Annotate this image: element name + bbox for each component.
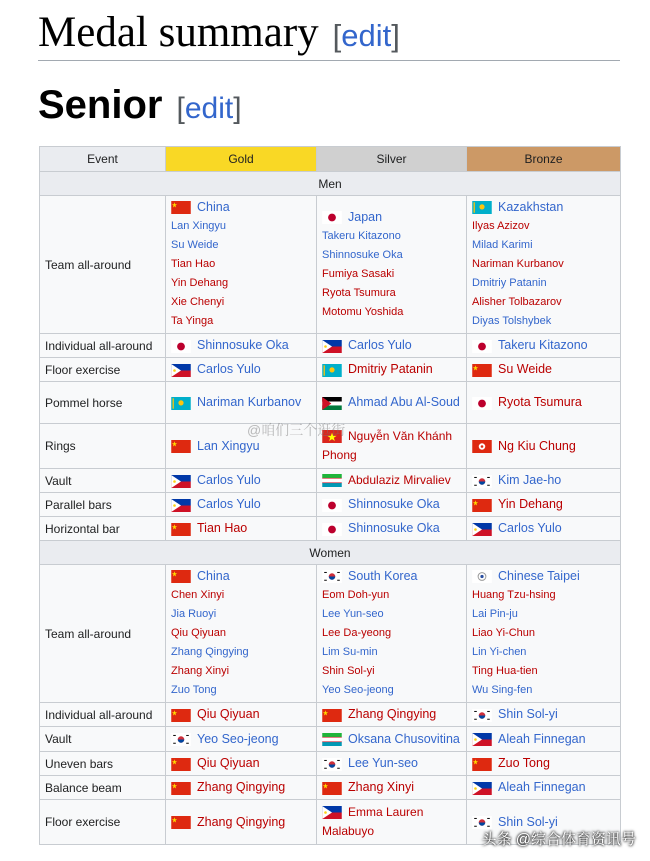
team-member-link[interactable]: Su Weide (171, 239, 219, 251)
silver-team-cell (317, 565, 467, 703)
silver-medalist-link[interactable]: Zhang Qingying (348, 707, 437, 722)
gold-medalist-link[interactable]: Qiu Qiyuan (197, 707, 260, 722)
team-member-link[interactable]: Ting Hua-tien (472, 665, 538, 677)
flag-philippines-icon (171, 499, 191, 512)
team-member-link[interactable]: Lee Da-yeong (322, 627, 392, 639)
flag-kazakhstan-icon (472, 201, 492, 214)
team-member-link[interactable]: Chen Xinyi (171, 589, 225, 601)
flag-china-icon (322, 782, 342, 795)
medal-summary-heading (38, 6, 620, 61)
event-name: Vault (40, 469, 166, 493)
bronze-country-link[interactable]: Chinese Taipei (498, 569, 580, 583)
team-member-link[interactable]: Qiu Qiyuan (171, 627, 227, 639)
bronze-medalist-link[interactable]: Su Weide (498, 362, 552, 377)
bronze-medalist-cell (467, 424, 621, 469)
gold-medalist-cell (166, 517, 317, 541)
flag-philippines-icon (171, 364, 191, 377)
gold-medalist-cell (166, 469, 317, 493)
silver-medalist-link[interactable]: Carlos Yulo (348, 338, 412, 353)
team-member-link[interactable]: Yin Dehang (171, 277, 229, 289)
silver-medalist-cell (317, 493, 467, 517)
senior-heading (38, 80, 242, 130)
event-name: Horizontal bar (40, 517, 166, 541)
flag-japan-icon (472, 340, 492, 353)
flag-japan-icon (472, 397, 492, 410)
bronze-medalist-link[interactable]: Aleah Finnegan (498, 780, 586, 795)
bronze-medalist-cell (467, 703, 621, 727)
team-member-link[interactable]: Dmitriy Patanin (472, 277, 547, 289)
team-member-link[interactable]: Lai Pin-ju (472, 608, 518, 620)
silver-medalist-link[interactable]: Shinnosuke Oka (348, 521, 440, 536)
silver-medalist-cell (317, 703, 467, 727)
women-section-header: Women (40, 541, 621, 565)
event-name: Floor exercise (40, 800, 166, 845)
silver-medalist-cell (317, 727, 467, 752)
event-name: Individual all-around (40, 334, 166, 358)
team-member-link[interactable]: Nariman Kurbanov (472, 258, 564, 270)
team-member-link[interactable]: Jia Ruoyi (171, 608, 217, 620)
event-name: Rings (40, 424, 166, 469)
header-bronze: Bronze (467, 147, 621, 172)
gold-medalist-cell (166, 493, 317, 517)
silver-medalist-cell (317, 517, 467, 541)
flag-china-icon (171, 709, 191, 722)
team-member-link[interactable]: Yeo Seo-jeong (322, 684, 394, 696)
gold-medalist-link[interactable]: Carlos Yulo (197, 362, 261, 377)
gold-medalist-link[interactable]: Nariman Kurbanov (197, 395, 302, 410)
team-member-link[interactable]: Ilyas Azizov (472, 220, 530, 232)
flag-philippines-icon (472, 782, 492, 795)
flag-china-icon (472, 499, 492, 512)
team-member-link[interactable]: Eom Doh-yun (322, 589, 390, 601)
bronze-medalist-cell (467, 493, 621, 517)
flag-philippines-icon (472, 523, 492, 536)
bronze-team-cell (467, 196, 621, 334)
flag-china-icon (171, 523, 191, 536)
silver-medalist-link[interactable]: Ahmad Abu Al-Soud (348, 395, 460, 410)
team-member-link[interactable]: Zuo Tong (171, 684, 217, 696)
silver-team-cell (317, 196, 467, 334)
flag-philippines-icon (322, 806, 342, 819)
flag-china-icon (171, 201, 191, 214)
gold-medalist-cell (166, 727, 317, 752)
flag-china-icon (171, 570, 191, 583)
team-member-link[interactable]: Ta Yinga (171, 315, 214, 327)
gold-medalist-link[interactable]: Shinnosuke Oka (197, 338, 289, 353)
silver-medalist-cell (317, 469, 467, 493)
flag-japan-icon (171, 340, 191, 353)
medal-summary-title: Medal summary (38, 9, 319, 56)
event-name: Vault (40, 727, 166, 752)
men-section-header: Men (40, 172, 621, 196)
bronze-medalist-link[interactable]: Zuo Tong (498, 756, 550, 771)
silver-medalist-cell (317, 800, 467, 845)
bronze-medalist-cell (467, 517, 621, 541)
flag-hongkong-icon (472, 440, 492, 453)
gold-medalist-cell (166, 382, 317, 424)
flag-japan-icon (322, 499, 342, 512)
team-member-link[interactable]: Lin Yi-chen (472, 646, 527, 658)
header-gold: Gold (166, 147, 317, 172)
header-event: Event (40, 147, 166, 172)
bronze-medalist-cell (467, 776, 621, 800)
gold-country-link[interactable]: China (197, 569, 230, 583)
silver-medalist-link[interactable]: Zhang Xinyi (348, 780, 415, 795)
bronze-medalist-link[interactable]: Takeru Kitazono (498, 338, 588, 353)
flag-china-icon (171, 758, 191, 771)
event-name: Team all-around (40, 565, 166, 703)
flag-korea-icon (472, 709, 492, 722)
gold-medalist-link[interactable]: Tian Hao (197, 521, 248, 536)
silver-country-link[interactable]: South Korea (348, 569, 418, 583)
silver-medalist-cell (317, 334, 467, 358)
event-name: Floor exercise (40, 358, 166, 382)
team-member-link[interactable]: Motomu Yoshida (322, 305, 404, 318)
team-member-link[interactable]: Shinnosuke Oka (322, 248, 403, 261)
silver-medalist-link[interactable]: Abdulaziz Mirvaliev (348, 473, 451, 487)
bronze-country-link[interactable]: Kazakhstan (498, 200, 564, 214)
gold-country-link[interactable]: China (197, 200, 230, 214)
flag-korea-icon (472, 475, 492, 488)
team-member-link[interactable]: Tian Hao (171, 258, 216, 270)
flag-philippines-icon (322, 340, 342, 353)
flag-china-icon (322, 709, 342, 722)
gold-medalist-cell (166, 752, 317, 776)
flag-kazakhstan-icon (322, 364, 342, 377)
bronze-medalist-link[interactable]: Kim Jae-ho (498, 473, 562, 488)
silver-medalist-link[interactable]: Oksana Chusovitina (348, 731, 460, 746)
team-member-link[interactable]: Alisher Tolbazarov (472, 296, 562, 308)
silver-country-link[interactable]: Japan (348, 209, 383, 224)
event-name: Team all-around (40, 196, 166, 334)
gold-medalist-cell (166, 358, 317, 382)
silver-medalist-link[interactable]: Nguyễn Văn Khánh Phong (322, 429, 453, 462)
flag-china-icon (171, 782, 191, 795)
bronze-medalist-cell (467, 727, 621, 752)
flag-jordan-icon (322, 397, 342, 410)
bronze-medalist-cell (467, 469, 621, 493)
bronze-medalist-link[interactable]: Yin Dehang (498, 497, 563, 512)
flag-china-icon (171, 440, 191, 453)
center-watermark: @咱们三个逛街 (247, 422, 346, 438)
gold-medalist-cell (166, 800, 317, 845)
flag-china-icon (171, 816, 191, 829)
flag-kazakhstan-icon (171, 397, 191, 410)
team-member-link[interactable]: Diyas Tolshybek (472, 315, 552, 327)
flag-japan-icon (322, 523, 342, 536)
team-member-link[interactable]: Ryota Tsumura (322, 286, 396, 299)
flag-uzbekistan-icon (322, 474, 342, 487)
team-member-link[interactable]: Huang Tzu-hsing (472, 589, 556, 601)
gold-medalist-link[interactable]: Zhang Qingying (197, 780, 286, 795)
silver-medalist-cell (317, 358, 467, 382)
flag-philippines-icon (171, 475, 191, 488)
event-name: Uneven bars (40, 752, 166, 776)
header-silver: Silver (317, 147, 467, 172)
gold-medalist-link[interactable]: Zhang Qingying (197, 814, 286, 829)
bronze-medalist-link[interactable]: Shin Sol-yi (498, 814, 558, 829)
bronze-team-cell (467, 565, 621, 703)
silver-medalist-link[interactable]: Shinnosuke Oka (348, 497, 440, 512)
corner-watermark: 头条 @综合体育资讯号 (481, 831, 636, 848)
flag-korea-icon (322, 758, 342, 771)
flag-korea-icon (322, 570, 342, 583)
gold-medalist-link[interactable]: Carlos Yulo (197, 473, 261, 488)
silver-medalist-link[interactable]: Lee Yun-seo (348, 756, 418, 771)
bronze-medalist-cell (467, 382, 621, 424)
bronze-medalist-link[interactable]: Shin Sol-yi (498, 707, 558, 722)
gold-medalist-link[interactable]: Carlos Yulo (197, 497, 261, 512)
medal-table (39, 146, 621, 845)
team-member-link[interactable]: Fumiya Sasaki (322, 267, 395, 280)
flag-philippines-icon (472, 733, 492, 746)
flag-uzbekistan-icon (322, 733, 342, 746)
event-name: Individual all-around (40, 703, 166, 727)
gold-team-cell (166, 196, 317, 334)
gold-medalist-link[interactable]: Qiu Qiyuan (197, 756, 260, 771)
team-member-link[interactable]: Zhang Xinyi (171, 665, 230, 677)
flag-china-icon (472, 364, 492, 377)
bronze-medalist-cell (467, 358, 621, 382)
bronze-medalist-cell (467, 752, 621, 776)
team-member-link[interactable]: Xie Chenyi (171, 296, 225, 308)
gold-medalist-cell (166, 776, 317, 800)
gold-team-cell (166, 565, 317, 703)
flag-taipei-icon (472, 570, 492, 583)
silver-medalist-link[interactable]: Emma Lauren Malabuyo (322, 805, 424, 838)
flag-korea-icon (171, 733, 191, 746)
team-member-link[interactable]: Wu Sing-fen (472, 684, 533, 696)
gold-medalist-cell (166, 703, 317, 727)
team-member-link[interactable]: Lan Xingyu (171, 220, 227, 232)
silver-medalist-link[interactable]: Dmitriy Patanin (348, 362, 433, 377)
team-member-link[interactable]: Lim Su-min (322, 646, 378, 658)
team-member-link[interactable]: Takeru Kitazono (322, 229, 401, 242)
event-name: Parallel bars (40, 493, 166, 517)
bronze-medalist-link[interactable]: Aleah Finnegan (498, 731, 586, 746)
bronze-medalist-link[interactable]: Ng Kiu Chung (498, 438, 576, 453)
bronze-medalist-link[interactable]: Ryota Tsumura (498, 395, 582, 410)
team-member-link[interactable]: Liao Yi-Chun (472, 627, 535, 639)
gold-medalist-link[interactable]: Lan Xingyu (197, 438, 260, 453)
gold-medalist-link[interactable]: Yeo Seo-jeong (197, 731, 279, 746)
event-name: Pommel horse (40, 382, 166, 424)
silver-medalist-cell (317, 382, 467, 424)
flag-japan-icon (322, 211, 342, 224)
team-member-link[interactable]: Lee Yun-seo (322, 608, 384, 620)
gold-medalist-cell (166, 334, 317, 358)
silver-medalist-cell (317, 776, 467, 800)
team-member-link[interactable]: Milad Karimi (472, 239, 533, 251)
silver-medalist-cell (317, 752, 467, 776)
senior-edit-link[interactable]: [edit] (176, 92, 242, 125)
flag-china-icon (472, 758, 492, 771)
team-member-link[interactable]: Shin Sol-yi (322, 665, 375, 677)
team-member-link[interactable]: Zhang Qingying (171, 646, 249, 658)
bronze-medalist-cell (467, 334, 621, 358)
senior-title: Senior (38, 83, 163, 127)
bronze-medalist-link[interactable]: Carlos Yulo (498, 521, 562, 536)
event-name: Balance beam (40, 776, 166, 800)
medal-summary-edit-link[interactable]: [edit] (332, 18, 400, 53)
